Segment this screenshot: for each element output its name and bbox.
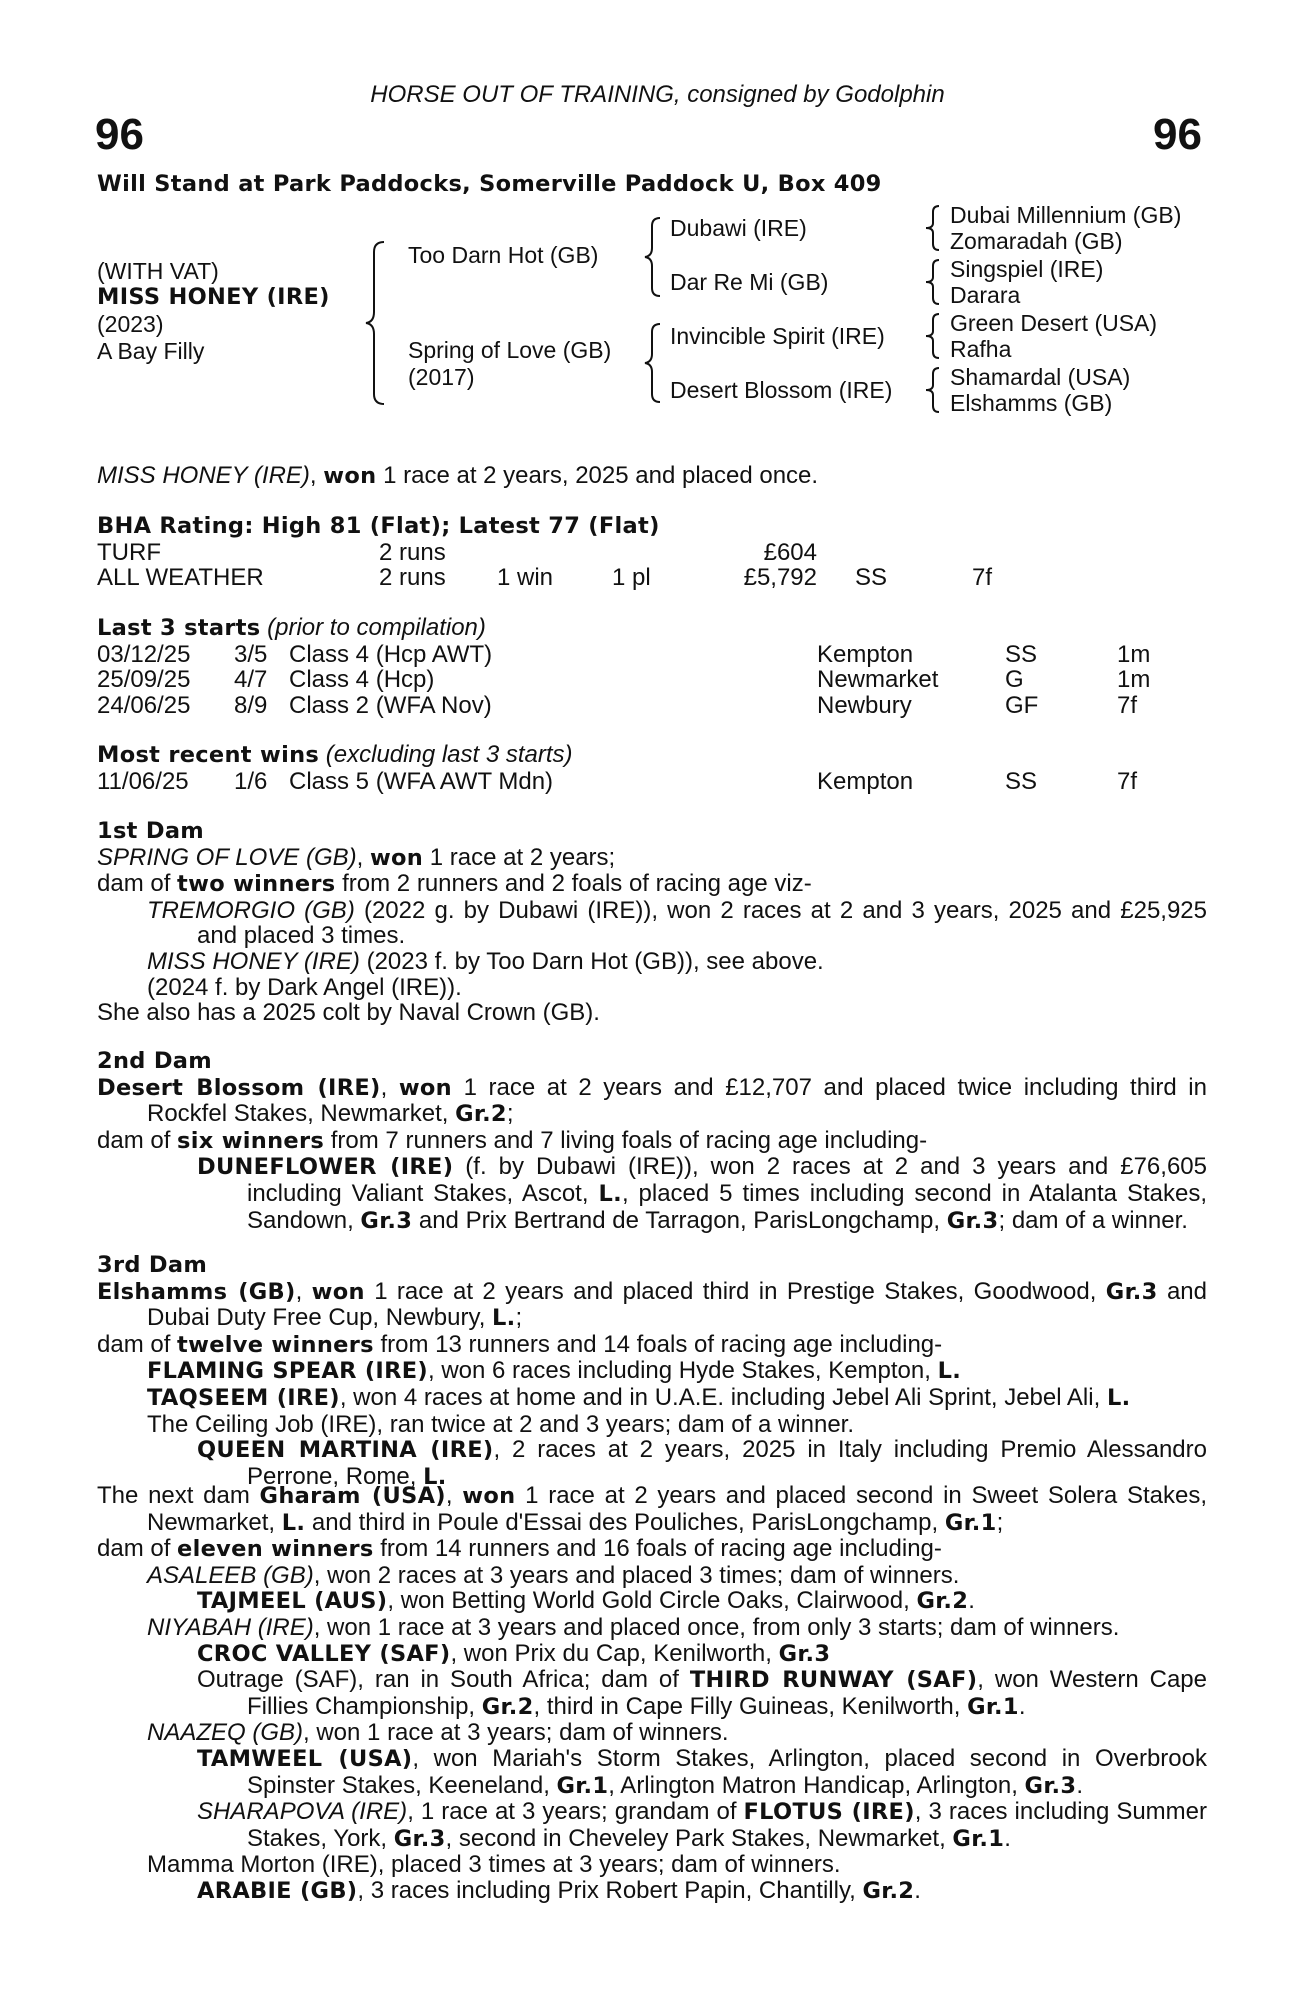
pedigree-brace-g3-4 bbox=[922, 365, 944, 415]
summary-horse-name: MISS HONEY (IRE) bbox=[97, 462, 310, 489]
start-row: 03/12/25 3/5 Class 4 (Hcp AWT) Kempton SS 1m bbox=[97, 640, 1151, 668]
pedigree-brace-sire bbox=[640, 214, 666, 300]
offspring-entry: DUNEFLOWER (IRE) (f. by Dubawi (IRE)), won 2 races at 2 and 3 years and £76,605 including Valiant Stakes, Ascot, L., placed 5 times including second in Atalanta Stakes, Sandown, Gr.3 and Prix Bertrand de Tarragon, ParisLongchamp, Gr.3; dam of a winner. bbox=[197, 1153, 1207, 1234]
fourth-dam-section: The next dam Gharam (USA), won 1 race at 2 years and placed second in Sweet Solera Stakes, Newmarket, L. and third in Poule d'Essai des Pouliches, ParisLongchamp, Gr.1; dam of eleven winners from 14 runners and 16 foals of racing age including- ASALEEB (GB), won 2 races at 3 years and placed 3 times; dam of winners. TAJMEEL (AUS), won Betting World Gold Circle Oaks, Clairwood, Gr.2. NIYABAH (IRE), won 1 race at 3 years and placed once, from only 3 starts; dam of winners. CROC VALLEY (SAF), won Prix du Cap, Kenilworth, Gr.3 Outrage (SAF), ran in South Africa; dam of THIRD RUNWAY (SAF), won Western Cape Fillies Championship, Gr.2, third in Cape Filly Guineas, Kenilworth, Gr.1. NAAZEQ (GB), won 1 race at 3 years; dam of winners. TAMWEEL (USA), won Mariah's Storm Stakes, Arlington, placed second in Overbrook Spinster Stakes, Keeneland, Gr.1, Arlington Matron Handicap, Arlington, Gr.3. SHARAPOVA (IRE), 1 race at 3 years; grandam of FLOTUS (IRE), 3 races including Summer Stakes, York, Gr.3, second in Cheveley Park Stakes, Newmarket, Gr.1. Mamma Morton (IRE), placed 3 times at 3 years; dam of winners. ARABIE (GB), 3 races including Prix Robert Papin, Chantilly, Gr.2. bbox=[97, 1482, 1208, 1904]
pedigree-dam-sire: Invincible Spirit (IRE) bbox=[670, 323, 885, 349]
third-dam-section: 3rd Dam Elshamms (GB), won 1 race at 2 years and placed third in Prestige Stakes, Goodwood, Gr.3 and Dubai Duty Free Cup, Newbury, L.; dam of twelve winners from 13 runners and 14 foals of racing age including- FLAMING SPEAR (IRE), won 6 races including Hyde Stakes, Kempton, L. TAQSEEM (IRE), won 4 races at home and in U.A.E. including Jebel Ali Sprint, Jebel Ali, L. The Ceiling Job (IRE), ran twice at 2 and 3 years; dam of a winner. QUEEN MARTINA (IRE), 2 races at 2 years, 2025 in Italy including Premio Alessandro Perrone, Rome, L. bbox=[97, 1252, 1207, 1490]
pedigree-dam-year: (2017) bbox=[408, 364, 475, 390]
stand-location: Will Stand at Park Paddocks, Somerville Paddock U, Box 409 bbox=[97, 171, 882, 197]
horse-year: (2023) bbox=[97, 311, 164, 337]
offspring-entry: NAAZEQ (GB), won 1 race at 3 years; dam of winners. bbox=[147, 1719, 729, 1747]
pedigree-dam: Spring of Love (GB) bbox=[408, 337, 612, 363]
pedigree-dds: Shamardal (USA) bbox=[950, 364, 1131, 390]
dam-note: She also has a 2025 colt by Naval Crown (GB). bbox=[97, 999, 600, 1027]
last-starts-title: Last 3 starts bbox=[97, 615, 261, 641]
offspring-entry: TAMWEEL (USA), won Mariah's Storm Stakes, Arlington, placed second in Overbrook Spinster Stakes, Keeneland, Gr.1, Arlington Matron Handicap, Arlington, Gr.3. bbox=[197, 1744, 1207, 1799]
offspring-entry: Outrage (SAF), ran in South Africa; dam of THIRD RUNWAY (SAF), won Western Cape Fillies Championship, Gr.2, third in Cape Filly Guineas, Kenilworth, Gr.1. bbox=[197, 1666, 1208, 1720]
horse-description: A Bay Filly bbox=[97, 338, 205, 364]
start-row: 24/06/25 8/9 Class 2 (WFA Nov) Newbury GF 7f bbox=[97, 691, 1138, 719]
third-dam-title: 3rd Dam bbox=[97, 1252, 208, 1278]
vat-note: (WITH VAT) bbox=[97, 258, 219, 284]
second-dam-section: 2nd Dam Desert Blossom (IRE), won 1 race at 2 years and £12,707 and placed twice including third in Rockfel Stakes, Newmarket, Gr.2; dam of six winners from 7 runners and 7 living foals of racing age including- DUNEFLOWER (IRE) (f. by Dubawi (IRE)), won 2 races at 2 and 3 years and £76,605 including Valiant Stakes, Ascot, L., placed 5 times including second in Atalanta Stakes, Sandown, Gr.3 and Prix Bertrand de Tarragon, ParisLongchamp, Gr.3; dam of a winner. bbox=[97, 1048, 1207, 1234]
offspring-entry: TAQSEEM (IRE), won 4 races at home and in U.A.E. including Jebel Ali Sprint, Jebel Ali, L. bbox=[147, 1383, 1131, 1411]
pedigree-dam-dam: Desert Blossom (IRE) bbox=[670, 377, 893, 403]
offspring-entry: QUEEN MARTINA (IRE), 2 races at 2 years, 2025 in Italy including Premio Alessandro Perrone, Rome, L. bbox=[197, 1436, 1207, 1490]
pedigree-dss: Green Desert (USA) bbox=[950, 310, 1158, 336]
offspring-entry: NIYABAH (IRE), won 1 race at 3 years and placed once, from only 3 starts; dam of winners. bbox=[147, 1613, 1120, 1641]
race-summary: MISS HONEY (IRE), won 1 race at 2 years, 2025 and placed once. bbox=[97, 462, 819, 489]
pedigree-brace-dam bbox=[640, 320, 666, 406]
win-row: 11/06/25 1/6 Class 5 (WFA AWT Mdn) Kempton SS 7f bbox=[97, 767, 1138, 795]
start-row: 25/09/25 4/7 Class 4 (Hcp) Newmarket G 1m bbox=[97, 666, 1151, 694]
offspring-entry: FLAMING SPEAR (IRE), won 6 races including Hyde Stakes, Kempton, L. bbox=[147, 1357, 962, 1385]
last-starts-section: Last 3 starts (prior to compilation) 03/12/25 3/5 Class 4 (Hcp AWT) Kempton SS 1m 25/09/25 4/7 Class 4 (Hcp) Newmarket G 1m 24/06/25 8/9 Class 2 (WFA Nov) Newbury GF 7f bbox=[97, 615, 1207, 718]
offspring-entry: SHARAPOVA (IRE), 1 race at 3 years; grandam of FLOTUS (IRE), 3 races including Summer Stakes, York, Gr.3, second in Cheveley Park Stakes, Newmarket, Gr.1. bbox=[197, 1798, 1207, 1852]
bha-rating-section bbox=[97, 514, 1207, 591]
offspring-entry: CROC VALLEY (SAF), won Prix du Cap, Kenilworth, Gr.3 bbox=[197, 1639, 831, 1667]
first-dam-title: 1st Dam bbox=[97, 818, 205, 844]
summary-won: won bbox=[323, 463, 377, 489]
offspring-entry: Mamma Morton (IRE), placed 3 times at 3 years; dam of winners. bbox=[147, 1851, 841, 1879]
pedigree-sire: Too Darn Hot (GB) bbox=[408, 242, 599, 268]
first-dam-section: 1st Dam SPRING OF LOVE (GB), won 1 race at 2 years; dam of two winners from 2 runners and 2 foals of racing age viz- TREMORGIO (GB) (2022 g. by Dubawi (IRE)), won 2 races at 2 and 3 years, 2025 and £25,925 and placed 3 times. MISS HONEY (IRE) (2023 f. by Too Darn Hot (GB)), see above. (2024 f. by Dark Angel (IRE)). She also has a 2025 colt by Naval Crown (GB). bbox=[97, 818, 1208, 1027]
offspring-entry: ASALEEB (GB), won 2 races at 3 years and placed 3 times; dam of winners. bbox=[147, 1561, 960, 1589]
pedigree-brace-main bbox=[360, 238, 390, 408]
horse-name: MISS HONEY (IRE) bbox=[97, 284, 330, 310]
pedigree-sss: Dubai Millennium (GB) bbox=[950, 202, 1182, 228]
rating-row: TURF 2 runs £604 bbox=[97, 538, 817, 566]
offspring-entry: MISS HONEY (IRE) (2023 f. by Too Darn Hot (GB)), see above. bbox=[147, 947, 824, 975]
recent-wins-title: Most recent wins bbox=[97, 742, 320, 768]
offspring-entry: The Ceiling Job (IRE), ran twice at 2 and 3 years; dam of a winner. bbox=[147, 1410, 855, 1438]
offspring-entry: ARABIE (GB), 3 races including Prix Robert Papin, Chantilly, Gr.2. bbox=[197, 1876, 921, 1904]
offspring-entry: TAJMEEL (AUS), won Betting World Gold Circle Oaks, Clairwood, Gr.2. bbox=[197, 1587, 975, 1615]
pedigree-sire-sire: Dubawi (IRE) bbox=[670, 215, 807, 241]
pedigree-brace-g3-1 bbox=[922, 203, 944, 253]
offspring-entry: TREMORGIO (GB) (2022 g. by Dubawi (IRE)), won 2 races at 2 and 3 years, 2025 and £25,925 and placed 3 times. bbox=[147, 896, 1208, 950]
pedigree-sds: Singspiel (IRE) bbox=[950, 256, 1104, 282]
pedigree-brace-g3-2 bbox=[922, 257, 944, 307]
second-dam-title: 2nd Dam bbox=[97, 1048, 213, 1074]
pedigree-sdd: Darara bbox=[950, 282, 1021, 308]
offspring-entry: (2024 f. by Dark Angel (IRE)). bbox=[147, 973, 462, 1001]
bha-rating-title: BHA Rating: High 81 (Flat); Latest 77 (Flat) bbox=[97, 513, 660, 539]
pedigree-sire-dam: Dar Re Mi (GB) bbox=[670, 269, 829, 295]
lot-number-left: 96 bbox=[95, 110, 144, 159]
recent-wins-section: Most recent wins (excluding last 3 starts) 11/06/25 1/6 Class 5 (WFA AWT Mdn) Kempton SS 7f bbox=[97, 742, 1207, 794]
pedigree-ssd: Zomaradah (GB) bbox=[950, 228, 1123, 254]
pedigree-ddd: Elshamms (GB) bbox=[950, 390, 1113, 416]
consignor-header: HORSE OUT OF TRAINING, consigned by Godolphin bbox=[370, 81, 945, 108]
rating-row: ALL WEATHER 2 runs 1 win 1 pl £5,792 SS 7f bbox=[97, 564, 993, 592]
pedigree-brace-g3-3 bbox=[922, 311, 944, 361]
lot-number-right: 96 bbox=[1153, 110, 1202, 159]
pedigree-dsd: Rafha bbox=[950, 336, 1012, 362]
